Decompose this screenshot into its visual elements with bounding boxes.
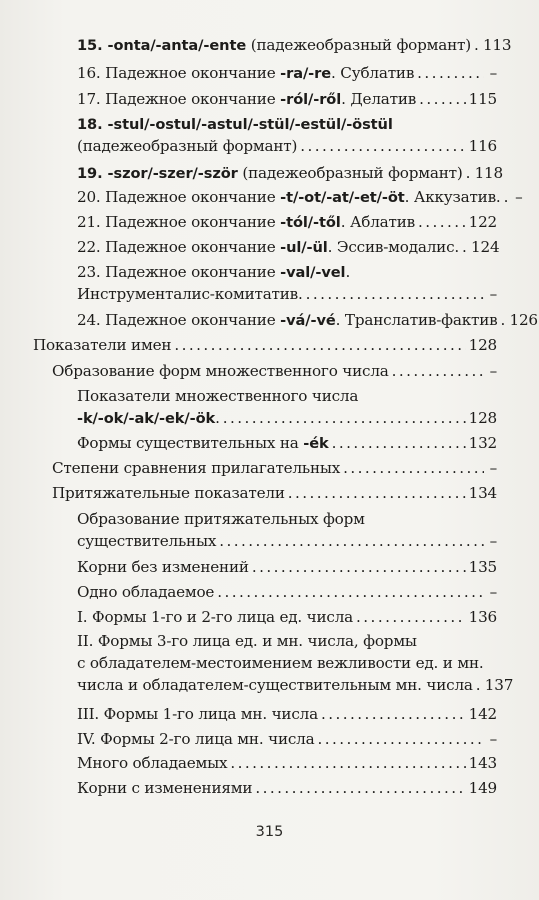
toc-page-number: 116	[468, 137, 497, 155]
toc-entry	[33, 334, 497, 356]
toc-entry-title	[77, 606, 353, 628]
toc-entry-line	[77, 752, 497, 774]
toc-entry-title	[52, 457, 340, 479]
toc-entry	[77, 508, 497, 552]
toc-entry	[77, 630, 514, 696]
toc-entry-title	[77, 236, 459, 259]
suffix-text: -k/-ok/-ak/-ek/-ök	[77, 410, 216, 427]
toc-page-number: 126	[509, 311, 538, 329]
toc-entry	[77, 211, 497, 233]
toc-entry	[77, 728, 497, 750]
toc-entry-title	[77, 62, 414, 85]
suffix-text: 18. -stul/-ostul/-astul/-stül/-estül/-östül	[77, 116, 393, 133]
toc-page-number: 122	[468, 213, 497, 231]
toc-entry-line	[77, 34, 512, 56]
toc-entry-title	[77, 728, 314, 750]
dot-leader	[321, 703, 466, 725]
toc-entry-line	[77, 135, 497, 157]
toc-page-number: 149	[468, 779, 497, 797]
dot-leader	[288, 482, 466, 504]
toc-entry	[77, 62, 497, 84]
dot-leader	[466, 162, 472, 184]
toc-entry-title	[77, 113, 393, 136]
title-text: . Сублатив	[331, 64, 415, 82]
toc-entry-title	[77, 309, 497, 332]
dot-leader	[174, 334, 465, 356]
toc-entry	[52, 360, 497, 382]
toc-page-number: 135	[468, 558, 497, 576]
toc-page-number: 137	[484, 676, 514, 694]
toc-entry-title	[77, 211, 415, 234]
toc-entry-line	[77, 556, 497, 578]
dot-leader	[230, 752, 465, 774]
dot-leader	[332, 432, 466, 454]
toc-entry-line	[77, 283, 497, 305]
toc-entry	[77, 309, 538, 331]
toc-entry-line	[77, 88, 497, 110]
title-text: (падежеобразный формант)	[246, 36, 471, 54]
toc-entry	[77, 556, 497, 578]
toc-entry-line	[77, 652, 497, 674]
toc-entry	[77, 581, 497, 603]
toc-page-number: 115	[468, 90, 497, 108]
toc-entry-title	[77, 581, 214, 603]
toc-entry-title	[77, 88, 416, 111]
title-text: 23. Падежное окончание	[77, 263, 281, 281]
title-text: 20. Падежное окончание	[77, 188, 281, 206]
dot-leader	[392, 360, 484, 382]
toc-entry	[77, 385, 497, 429]
dot-leader	[419, 88, 466, 110]
suffix-text: 15. -onta/-anta/-ente	[77, 37, 247, 54]
toc-page-number: 118	[474, 164, 503, 182]
toc-page-number: 143	[468, 754, 497, 772]
toc-entry	[77, 606, 497, 628]
toc-entry	[52, 482, 497, 504]
toc-entry-line	[33, 334, 497, 356]
toc-entry-line	[77, 703, 497, 725]
title-text: . Аблатив	[340, 213, 415, 231]
title-text: Одно обладаемое	[77, 583, 215, 601]
toc-entry-title	[77, 283, 303, 305]
toc-entry-title	[77, 703, 318, 725]
toc-entry-title	[77, 407, 220, 430]
toc-entry	[77, 261, 497, 305]
toc-entry-title	[77, 432, 329, 455]
toc-entry-line	[77, 606, 497, 628]
toc-entry-line	[77, 728, 497, 750]
toc-page-number: 134	[468, 484, 497, 502]
title-text: с обладателем-местоимением вежливости ед. и мн.	[77, 654, 484, 672]
toc-entry-title	[52, 482, 285, 504]
toc-entry-line	[52, 360, 497, 382]
toc-page-number: –	[489, 64, 497, 82]
toc-entry-line	[77, 186, 523, 208]
toc-page-number: –	[489, 532, 497, 550]
toc-entry-title	[77, 752, 227, 774]
toc-entry-title	[33, 334, 171, 356]
toc-entry-line	[77, 581, 497, 603]
toc-entry-title	[77, 652, 484, 674]
dot-leader	[356, 606, 466, 628]
title-text: III. Формы 1-го лица мн. числа	[77, 705, 318, 723]
title-text: Корни с изменениями	[77, 779, 253, 797]
title-text: I. Формы 1-го и 2-го лица ед. числа	[77, 608, 354, 626]
suffix-text: -val/-vel	[280, 264, 346, 281]
dot-leader	[217, 581, 484, 603]
dot-leader	[255, 777, 465, 799]
toc-entry-line	[77, 162, 503, 184]
suffix-text: -t/-ot/-at/-et/-öt	[280, 189, 405, 206]
toc-entry-line	[77, 261, 497, 283]
toc-page-number: 124	[471, 238, 500, 256]
page-number: 315	[255, 824, 284, 840]
suffix-text: -ra/-re	[280, 65, 332, 82]
dot-leader	[252, 556, 466, 578]
toc-entry-title	[77, 777, 252, 799]
toc-entry	[52, 457, 497, 479]
toc-entry-title	[77, 530, 216, 552]
toc-entry-title	[77, 556, 249, 578]
dot-leader	[418, 211, 466, 233]
title-text: Показатели имен	[33, 336, 172, 354]
toc-page-number: –	[489, 730, 497, 748]
title-text: Образование притяжательных форм	[77, 510, 365, 528]
toc-entry-line	[77, 508, 497, 530]
dot-leader	[223, 407, 466, 429]
title-text: . Транслатив-фактив	[335, 311, 498, 329]
toc-page-number: –	[489, 583, 497, 601]
suffix-text: -ék	[303, 435, 329, 452]
dot-leader	[462, 236, 468, 258]
toc-entry	[77, 162, 503, 184]
toc-entry-line	[77, 530, 497, 552]
toc-entry-title	[77, 385, 358, 407]
toc-entry	[77, 236, 500, 258]
toc-entry-line	[77, 309, 538, 331]
suffix-text: -tól/-től	[280, 214, 341, 231]
toc-entry	[77, 752, 497, 774]
toc-page-number: –	[489, 285, 497, 303]
title-text: Степени сравнения прилагательных	[52, 459, 341, 477]
toc-entry-line	[77, 211, 497, 233]
title-text: Притяжательные показатели	[52, 484, 285, 502]
toc-page-number: –	[489, 362, 497, 380]
dot-leader	[300, 135, 465, 157]
toc-entry-title	[77, 34, 471, 57]
dot-leader	[317, 728, 484, 750]
toc-entry-line	[77, 432, 497, 454]
toc-page-number: 113	[482, 36, 512, 54]
toc-entry	[77, 432, 497, 454]
dot-leader	[504, 186, 510, 208]
title-text: . Делатив	[341, 90, 417, 108]
dot-leader	[306, 283, 484, 305]
toc-page-number: 128	[468, 336, 497, 354]
toc-entry	[77, 113, 497, 157]
toc-entry	[77, 88, 497, 110]
toc-entry-title	[77, 162, 463, 185]
title-text: . Аккузатив.	[404, 188, 501, 206]
dot-leader	[343, 457, 484, 479]
toc-entry	[77, 703, 497, 725]
toc-entry-title	[77, 630, 417, 652]
toc-page-number: 132	[468, 434, 497, 452]
title-text: Показатели множественного числа	[77, 387, 359, 405]
dot-leader	[417, 62, 484, 84]
title-text: существительных	[77, 532, 217, 550]
toc-entry-line	[77, 236, 500, 258]
toc-entry-line	[52, 482, 497, 504]
toc-entry-line	[77, 777, 497, 799]
title-text: Много обладаемых	[77, 754, 228, 772]
toc-entry-title	[77, 261, 350, 284]
toc-entry-line	[77, 113, 497, 135]
toc-entry-title	[77, 508, 365, 530]
suffix-text: -vá/-vé	[280, 312, 336, 329]
dot-leader	[500, 309, 506, 331]
toc-entry-title	[77, 674, 473, 696]
toc-page-number: –	[515, 188, 523, 206]
toc-entry	[77, 777, 497, 799]
title-text: IV. Формы 2-го лица мн. числа	[77, 730, 315, 748]
toc-entry-title	[77, 186, 501, 209]
title-text: .	[215, 409, 220, 427]
title-text: Инструменталис-комитатив.	[77, 285, 303, 303]
title-text: .	[345, 263, 351, 281]
toc-entry-title	[77, 135, 297, 157]
toc-entry-title	[52, 360, 389, 382]
title-text: 16. Падежное окончание	[77, 64, 281, 82]
toc-page-number: 128	[468, 409, 497, 427]
dot-leader	[476, 674, 482, 696]
title-text: Образование форм множественного числа	[52, 362, 389, 380]
title-text: 24. Падежное окончание	[77, 311, 281, 329]
title-text: . Эссив-модалис.	[327, 238, 460, 256]
toc-entry-line	[77, 630, 497, 652]
title-text: Корни без изменений	[77, 558, 249, 576]
toc-page-number: –	[489, 459, 497, 477]
toc-entry-line	[77, 674, 514, 696]
toc-entry-line	[77, 62, 497, 84]
toc-page-number: 142	[468, 705, 497, 723]
suffix-text: 19. -szor/-szer/-ször	[77, 165, 238, 182]
toc-entry-line	[52, 457, 497, 479]
title-text: (падежеобразный формант)	[237, 164, 463, 182]
suffix-text: -ul/-ül	[280, 239, 328, 256]
dot-leader	[219, 530, 484, 552]
title-text: II. Формы 3-го лица ед. и мн. числа, формы	[77, 632, 417, 650]
title-text: 22. Падежное окончание	[77, 238, 281, 256]
title-text: Формы существительных на	[77, 434, 304, 452]
toc-entry	[77, 34, 512, 56]
title-text: числа и обладателем-существительным мн. числа	[77, 676, 473, 694]
suffix-text: -ról/-ről	[280, 91, 342, 108]
title-text: 17. Падежное окончание	[77, 90, 281, 108]
dot-leader	[474, 34, 480, 56]
title-text: 21. Падежное окончание	[77, 213, 281, 231]
toc-entry	[77, 186, 523, 208]
toc-entry-line	[77, 385, 497, 407]
toc-entry-line	[77, 407, 497, 429]
toc-page-number: 136	[468, 608, 497, 626]
title-text: (падежеобразный формант)	[77, 137, 298, 155]
